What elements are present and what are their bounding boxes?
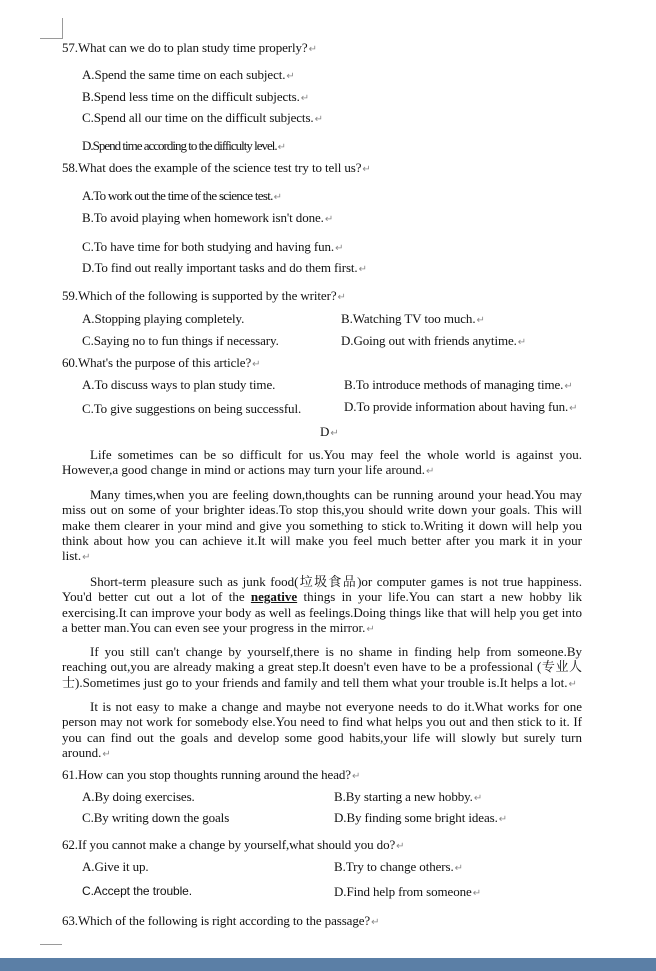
question-58-option-c: C.To have time for both studying and having fun.↵ <box>82 239 344 254</box>
question-63-stem: 63.Which of the following is right according to the passage?↵ <box>62 913 380 928</box>
question-58-option-a: A.To work out the time of the science test.↵ <box>82 188 282 203</box>
question-60-option-d: D.To provide information about having fun.↵ <box>344 399 578 414</box>
passage-paragraph-1: Life sometimes can be so difficult for us.You may feel the whole world is against you. However,a good change in mind or actions may turn your life around.↵ <box>62 447 582 478</box>
question-59-stem: 59.Which of the following is supported by the writer?↵ <box>62 288 346 303</box>
passage-paragraph-2: Many times,when you are feeling down,thoughts can be running around your head.You may miss out on some of your brighter ideas.To stop this,you should write down your goals. This will make them clearer in your mind and give you something to stick to.Writing it down will help you think about how you can achieve it.It will make you feel much better after you mark it in your list.↵ <box>62 487 582 564</box>
margin-corner-mark <box>40 18 63 39</box>
question-61-option-d: D.By finding some bright ideas.↵ <box>334 810 507 825</box>
question-61-option-b: B.By starting a new hobby.↵ <box>334 789 483 804</box>
question-57-option-c: C.Spend all our time on the difficult subjects.↵ <box>82 110 323 125</box>
question-60-stem: 60.What's the purpose of this article?↵ <box>62 355 261 370</box>
margin-corner-mark-bottom <box>40 944 62 945</box>
question-57-option-d: D.Spend time according to the difficulty level.↵ <box>82 138 286 153</box>
question-60-option-c: C.To give suggestions on being successful. <box>82 401 302 416</box>
question-62-option-d: D.Find help from someone↵ <box>334 884 481 899</box>
question-61-option-c: C.By writing down the goals <box>82 810 230 825</box>
question-59-option-c: C.Saying no to fun things if necessary. <box>82 333 279 348</box>
section-letter: D↵ <box>320 424 339 439</box>
passage-paragraph-5: It is not easy to make a change and maybe not everyone needs to do it.What works for one person may not work for somebody else.You need to find what helps you out and then stick to it. If you can find out the goals and develop some good habits,your life will slowly but surely turn around.↵ <box>62 699 582 760</box>
question-61-option-a: A.By doing exercises. <box>82 789 195 804</box>
question-62-option-a: A.Give it up. <box>82 859 149 874</box>
question-61-stem: 61.How can you stop thoughts running around the head?↵ <box>62 767 361 782</box>
question-57-stem: 57.What can we do to plan study time properly?↵ <box>62 40 317 55</box>
question-60-option-a: A.To discuss ways to plan study time. <box>82 377 276 392</box>
question-57-option-a: A.Spend the same time on each subject.↵ <box>82 67 295 82</box>
question-62-stem: 62.If you cannot make a change by yourself,what should you do?↵ <box>62 837 405 852</box>
passage-paragraph-4: If you still can't change by yourself,there is no shame in finding help from someone.By reaching out,you are already making a great step.It doesn't even have to be a professional (专业人士).Sometimes just go to your friends and family and tell them what your trouble is.It helps a lot.↵ <box>62 644 582 690</box>
question-57-option-b: B.Spend less time on the difficult subjects.↵ <box>82 89 310 104</box>
window-bottom-bar <box>0 958 656 971</box>
question-60-option-b: B.To introduce methods of managing time.↵ <box>344 377 573 392</box>
question-58-stem: 58.What does the example of the science test try to tell us?↵ <box>62 160 371 175</box>
question-62-option-c: C.Accept the trouble. <box>82 884 192 898</box>
question-62-option-b: B.Try to change others.↵ <box>334 859 463 874</box>
question-59-option-a: A.Stopping playing completely. <box>82 311 245 326</box>
question-59-option-b: B.Watching TV too much.↵ <box>341 311 485 326</box>
question-58-option-b: B.To avoid playing when homework isn't done.↵ <box>82 210 334 225</box>
emphasized-word: negative <box>250 589 298 605</box>
question-58-option-d: D.To find out really important tasks and do them first.↵ <box>82 260 367 275</box>
question-59-option-d: D.Going out with friends anytime.↵ <box>341 333 527 348</box>
passage-paragraph-3: Short-term pleasure such as junk food(垃圾食品)or computer games is not true happiness. You'd better cut out a lot of the negative things in your life.You can start a new hobby lik exercising.It can improve your body as well as feelings.Doing things like that will help you get into a better man.You can even see your progress in the mirror.↵ <box>62 574 582 635</box>
